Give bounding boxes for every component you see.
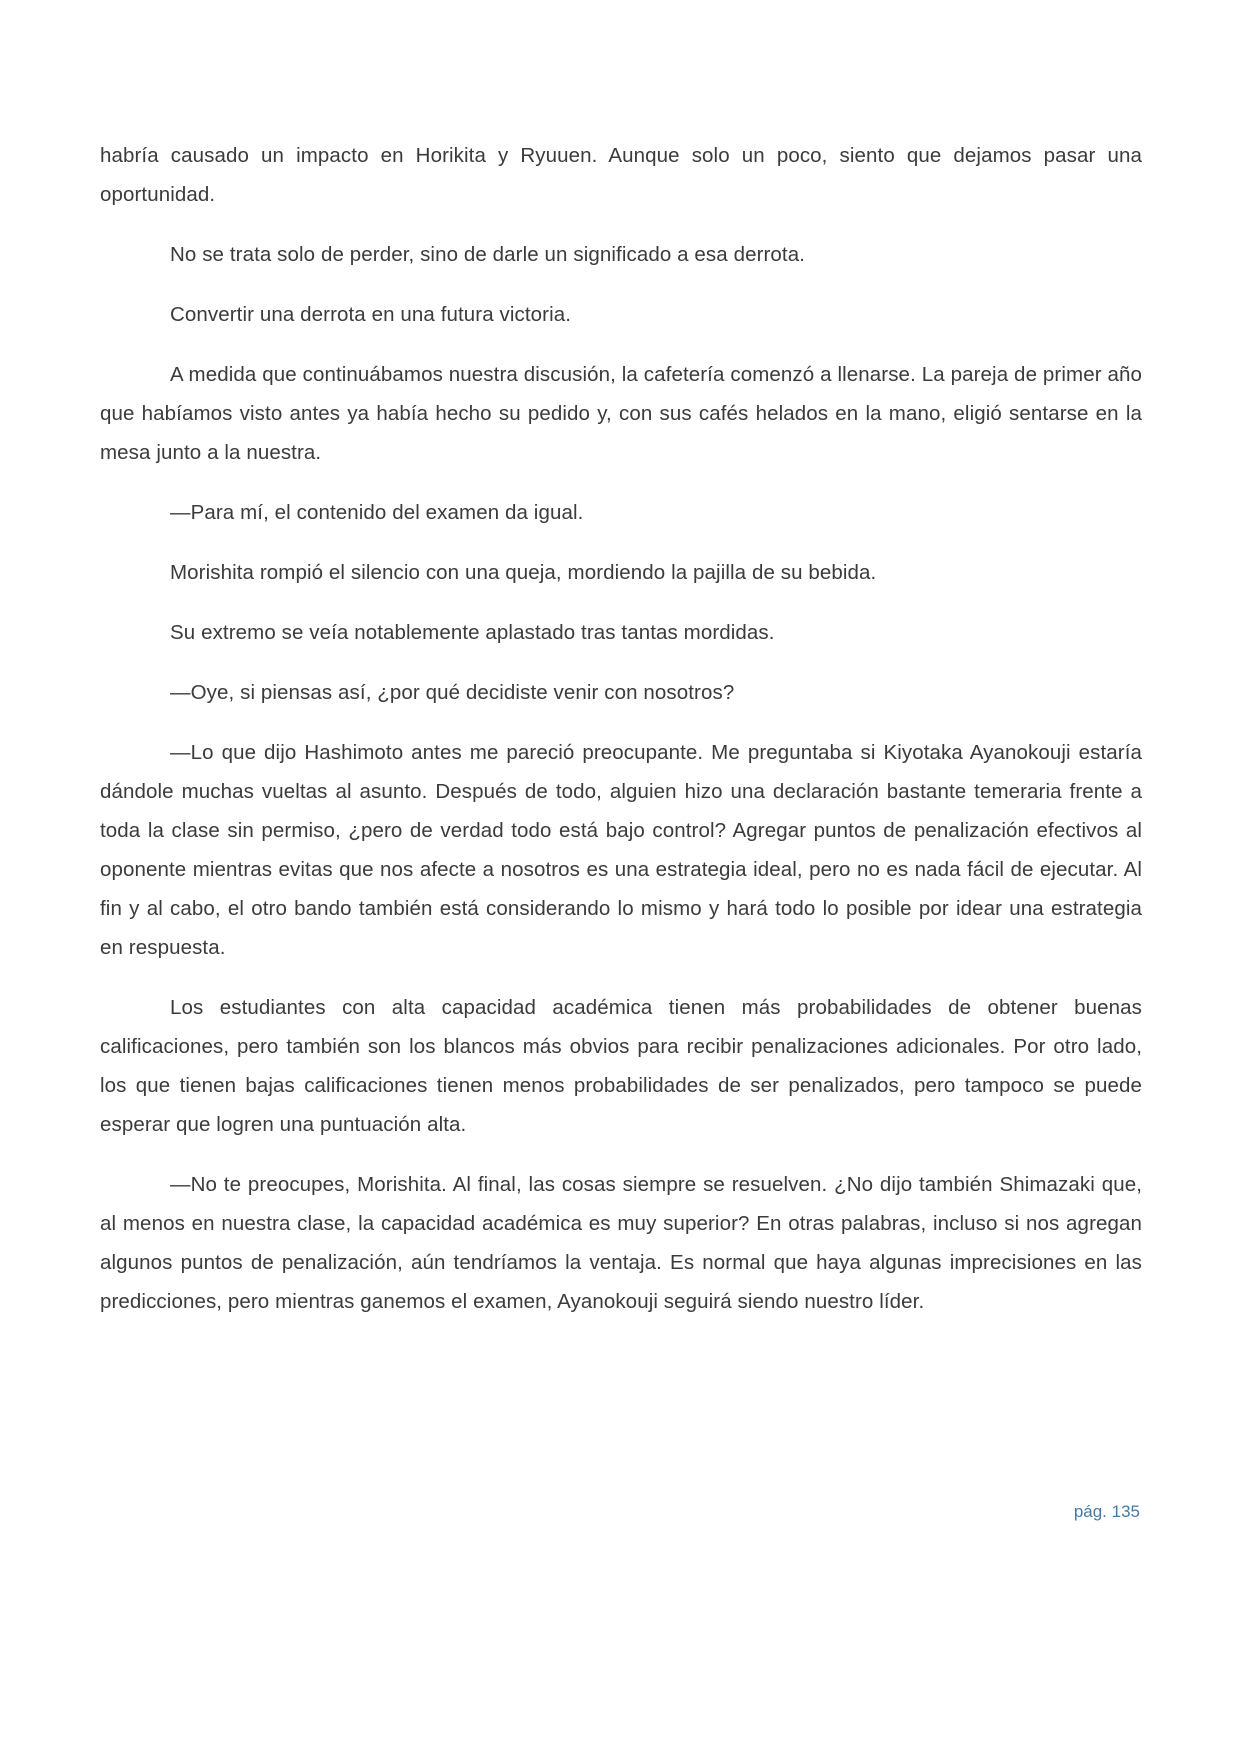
paragraph: —Para mí, el contenido del examen da igual. <box>170 501 584 524</box>
paragraph: Convertir una derrota en una futura victoria. <box>170 303 572 326</box>
paragraph: Morishita rompió el silencio con una queja, mordiendo la pajilla de su bebida. <box>170 561 877 584</box>
paragraph: Los estudiantes con alta capacidad académica tienen más probabilidades de obtener buenas calificaciones, pero también son los blancos más obvios para recibir penalizaciones adicionales. Por otro lado, los que tienen bajas calificaciones tienen menos probabilidades de ser penalizados, pero tampoco se puede esperar que logren una puntuación alta. <box>100 996 1142 1136</box>
text-body <box>100 136 1142 1342</box>
paragraph: Su extremo se veía notablemente aplastado tras tantas mordidas. <box>170 621 775 644</box>
paragraph: No se trata solo de perder, sino de darle un significado a esa derrota. <box>170 243 806 266</box>
paragraph: habría causado un impacto en Horikita y Ryuuen. Aunque solo un poco, siento que dejamos pasar una oportunidad. <box>100 144 1142 206</box>
paragraph: A medida que continuábamos nuestra discusión, la cafetería comenzó a llenarse. La pareja de primer año que habíamos visto antes ya había hecho su pedido y, con sus cafés helados en la mano, eligió sentarse en la mesa junto a la nuestra. <box>100 363 1142 464</box>
paragraph: —Oye, si piensas así, ¿por qué decidiste venir con nosotros? <box>170 681 735 704</box>
page-number: pág. 135 <box>1073 1502 1140 1521</box>
paragraph: —Lo que dijo Hashimoto antes me pareció preocupante. Me preguntaba si Kiyotaka Ayanokouji estaría dándole muchas vueltas al asunto. Después de todo, alguien hizo una declaración bastante temeraria frente a toda la clase sin permiso, ¿pero de verdad todo está bajo control? Agregar puntos de penalización efectivos al oponente mientras evitas que nos afecte a nosotros es una estrategia ideal, pero no es nada fácil de ejecutar. Al fin y al cabo, el otro bando también está considerando lo mismo y hará todo lo posible por idear una estrategia en respuesta. <box>100 741 1142 959</box>
paragraph: —No te preocupes, Morishita. Al final, las cosas siempre se resuelven. ¿No dijo también Shimazaki que, al menos en nuestra clase, la capacidad académica es muy superior? En otras palabras, incluso si nos agregan algunos puntos de penalización, aún tendríamos la ventaja. Es normal que haya algunas imprecisiones en las predicciones, pero mientras ganemos el examen, Ayanokouji seguirá siendo nuestro líder. <box>100 1173 1142 1313</box>
